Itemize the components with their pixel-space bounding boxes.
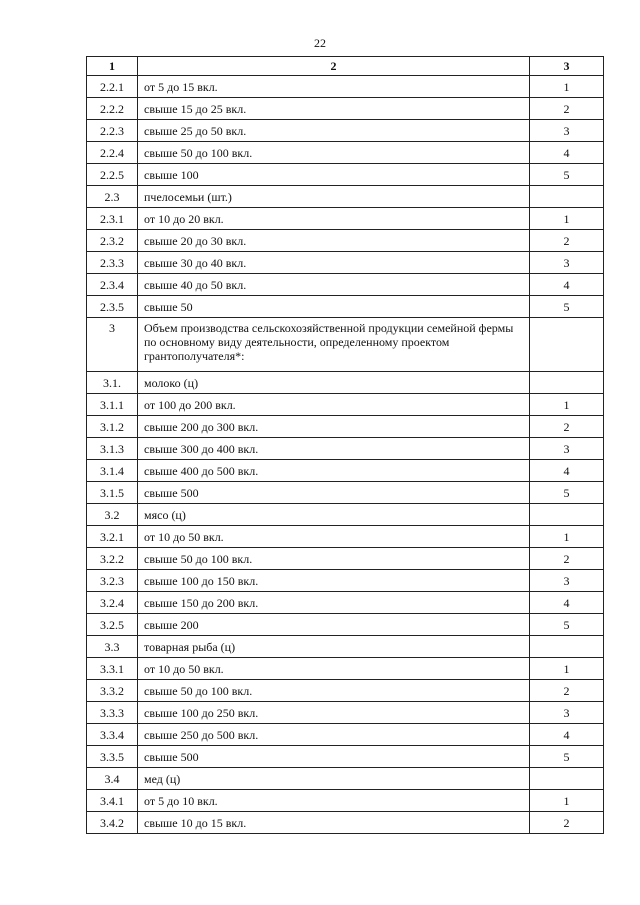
row-score-cell: 5 <box>530 164 604 186</box>
row-text-cell: от 10 до 50 вкл. <box>138 658 530 680</box>
row-code-cell: 3.4.1 <box>87 790 138 812</box>
table-row <box>87 790 604 812</box>
table-row <box>87 482 604 504</box>
row-score-cell <box>530 372 604 394</box>
row-text-cell: свыше 30 до 40 вкл. <box>138 252 530 274</box>
row-text-cell: свыше 100 до 250 вкл. <box>138 702 530 724</box>
row-text-cell: свыше 20 до 30 вкл. <box>138 230 530 252</box>
row-text-cell: свыше 50 до 100 вкл. <box>138 548 530 570</box>
row-text-cell: свыше 25 до 50 вкл. <box>138 120 530 142</box>
row-code-cell: 3.1.2 <box>87 416 138 438</box>
table-body <box>87 76 604 834</box>
row-text-cell: от 10 до 50 вкл. <box>138 526 530 548</box>
column-header-2: 2 <box>138 57 530 76</box>
row-score-cell: 3 <box>530 702 604 724</box>
row-code-cell: 3.3.2 <box>87 680 138 702</box>
row-score-cell: 2 <box>530 98 604 120</box>
row-code-cell: 2.3.5 <box>87 296 138 318</box>
table-row <box>87 98 604 120</box>
row-code-cell: 2.3 <box>87 186 138 208</box>
row-code-cell: 3.1.3 <box>87 438 138 460</box>
table-row <box>87 372 604 394</box>
row-text-cell: свыше 200 <box>138 614 530 636</box>
table-row <box>87 318 604 372</box>
row-code-cell: 2.2.2 <box>87 98 138 120</box>
row-text-cell: пчелосемьи (шт.) <box>138 186 530 208</box>
table-row <box>87 504 604 526</box>
table-row <box>87 416 604 438</box>
row-score-cell: 1 <box>530 208 604 230</box>
page-number: 22 <box>314 36 326 50</box>
table-row <box>87 186 604 208</box>
row-code-cell: 3.2.1 <box>87 526 138 548</box>
row-text-cell: от 5 до 10 вкл. <box>138 790 530 812</box>
row-text-cell: Объем производства сельскохозяйственной продукции семейной фермы по основному виду деятельности, определенному проектом грантополучателя*: <box>138 318 530 372</box>
row-code-cell: 2.3.1 <box>87 208 138 230</box>
row-text-cell: от 100 до 200 вкл. <box>138 394 530 416</box>
row-code-cell: 2.3.3 <box>87 252 138 274</box>
table-row <box>87 812 604 834</box>
column-header-1: 1 <box>87 57 138 76</box>
table-row <box>87 120 604 142</box>
table-row <box>87 394 604 416</box>
row-text-cell: свыше 50 до 100 вкл. <box>138 680 530 702</box>
row-code-cell: 3.2.4 <box>87 592 138 614</box>
table-row <box>87 548 604 570</box>
row-code-cell: 2.2.5 <box>87 164 138 186</box>
row-score-cell <box>530 636 604 658</box>
row-score-cell: 5 <box>530 614 604 636</box>
row-text-cell: от 10 до 20 вкл. <box>138 208 530 230</box>
row-code-cell: 3.1.4 <box>87 460 138 482</box>
table-row <box>87 614 604 636</box>
row-code-cell: 3.1.1 <box>87 394 138 416</box>
row-code-cell: 3.3 <box>87 636 138 658</box>
row-score-cell: 5 <box>530 296 604 318</box>
table-row <box>87 636 604 658</box>
row-text-cell: мясо (ц) <box>138 504 530 526</box>
row-code-cell: 3 <box>87 318 138 372</box>
row-score-cell <box>530 318 604 372</box>
row-score-cell: 1 <box>530 790 604 812</box>
row-code-cell: 3.2.3 <box>87 570 138 592</box>
row-score-cell: 4 <box>530 142 604 164</box>
row-text-cell: свыше 200 до 300 вкл. <box>138 416 530 438</box>
row-score-cell: 3 <box>530 438 604 460</box>
row-text-cell: от 5 до 15 вкл. <box>138 76 530 98</box>
row-text-cell: свыше 400 до 500 вкл. <box>138 460 530 482</box>
table-row <box>87 274 604 296</box>
table-row <box>87 746 604 768</box>
table-row <box>87 164 604 186</box>
row-score-cell: 1 <box>530 658 604 680</box>
row-code-cell: 3.1.5 <box>87 482 138 504</box>
row-text-cell: свыше 250 до 500 вкл. <box>138 724 530 746</box>
criteria-table <box>86 56 604 834</box>
table-row <box>87 230 604 252</box>
row-score-cell: 1 <box>530 76 604 98</box>
row-text-cell: свыше 50 <box>138 296 530 318</box>
row-code-cell: 2.2.3 <box>87 120 138 142</box>
row-code-cell: 3.2.2 <box>87 548 138 570</box>
row-text-cell: свыше 50 до 100 вкл. <box>138 142 530 164</box>
row-text-cell: молоко (ц) <box>138 372 530 394</box>
row-text-cell: свыше 500 <box>138 746 530 768</box>
row-score-cell: 2 <box>530 548 604 570</box>
row-code-cell: 2.2.4 <box>87 142 138 164</box>
table-row <box>87 768 604 790</box>
table-row <box>87 296 604 318</box>
row-text-cell: свыше 300 до 400 вкл. <box>138 438 530 460</box>
row-score-cell: 2 <box>530 680 604 702</box>
row-score-cell: 4 <box>530 592 604 614</box>
table-row <box>87 526 604 548</box>
row-score-cell: 5 <box>530 482 604 504</box>
row-text-cell: свыше 100 до 150 вкл. <box>138 570 530 592</box>
row-score-cell: 3 <box>530 570 604 592</box>
row-code-cell: 3.2 <box>87 504 138 526</box>
row-code-cell: 2.3.4 <box>87 274 138 296</box>
row-score-cell: 1 <box>530 394 604 416</box>
table-row <box>87 658 604 680</box>
column-header-3: 3 <box>530 57 604 76</box>
row-score-cell <box>530 186 604 208</box>
table-row <box>87 570 604 592</box>
table-row <box>87 680 604 702</box>
row-text-cell: товарная рыба (ц) <box>138 636 530 658</box>
row-score-cell <box>530 768 604 790</box>
row-text-cell: свыше 100 <box>138 164 530 186</box>
row-score-cell: 2 <box>530 230 604 252</box>
row-code-cell: 3.3.5 <box>87 746 138 768</box>
row-text-cell: свыше 500 <box>138 482 530 504</box>
row-code-cell: 2.3.2 <box>87 230 138 252</box>
table-row <box>87 724 604 746</box>
table-row <box>87 208 604 230</box>
row-score-cell: 2 <box>530 416 604 438</box>
row-score-cell: 2 <box>530 812 604 834</box>
row-code-cell: 2.2.1 <box>87 76 138 98</box>
row-score-cell: 4 <box>530 460 604 482</box>
row-code-cell: 3.4 <box>87 768 138 790</box>
row-code-cell: 3.3.4 <box>87 724 138 746</box>
row-text-cell: свыше 150 до 200 вкл. <box>138 592 530 614</box>
row-score-cell: 3 <box>530 252 604 274</box>
row-score-cell: 4 <box>530 724 604 746</box>
row-code-cell: 3.4.2 <box>87 812 138 834</box>
row-score-cell: 5 <box>530 746 604 768</box>
row-text-cell: свыше 10 до 15 вкл. <box>138 812 530 834</box>
row-code-cell: 3.3.3 <box>87 702 138 724</box>
table-row <box>87 438 604 460</box>
table-row <box>87 592 604 614</box>
row-score-cell: 3 <box>530 120 604 142</box>
row-code-cell: 3.3.1 <box>87 658 138 680</box>
row-score-cell <box>530 504 604 526</box>
row-text-cell: мед (ц) <box>138 768 530 790</box>
row-code-cell: 3.1. <box>87 372 138 394</box>
row-score-cell: 1 <box>530 526 604 548</box>
row-text-cell: свыше 40 до 50 вкл. <box>138 274 530 296</box>
row-text-cell: свыше 15 до 25 вкл. <box>138 98 530 120</box>
table-row <box>87 702 604 724</box>
row-code-cell: 3.2.5 <box>87 614 138 636</box>
header-row <box>87 57 604 76</box>
table-header <box>87 57 604 76</box>
table-row <box>87 460 604 482</box>
row-score-cell: 4 <box>530 274 604 296</box>
table-row <box>87 142 604 164</box>
table-row <box>87 252 604 274</box>
table-row <box>87 76 604 98</box>
